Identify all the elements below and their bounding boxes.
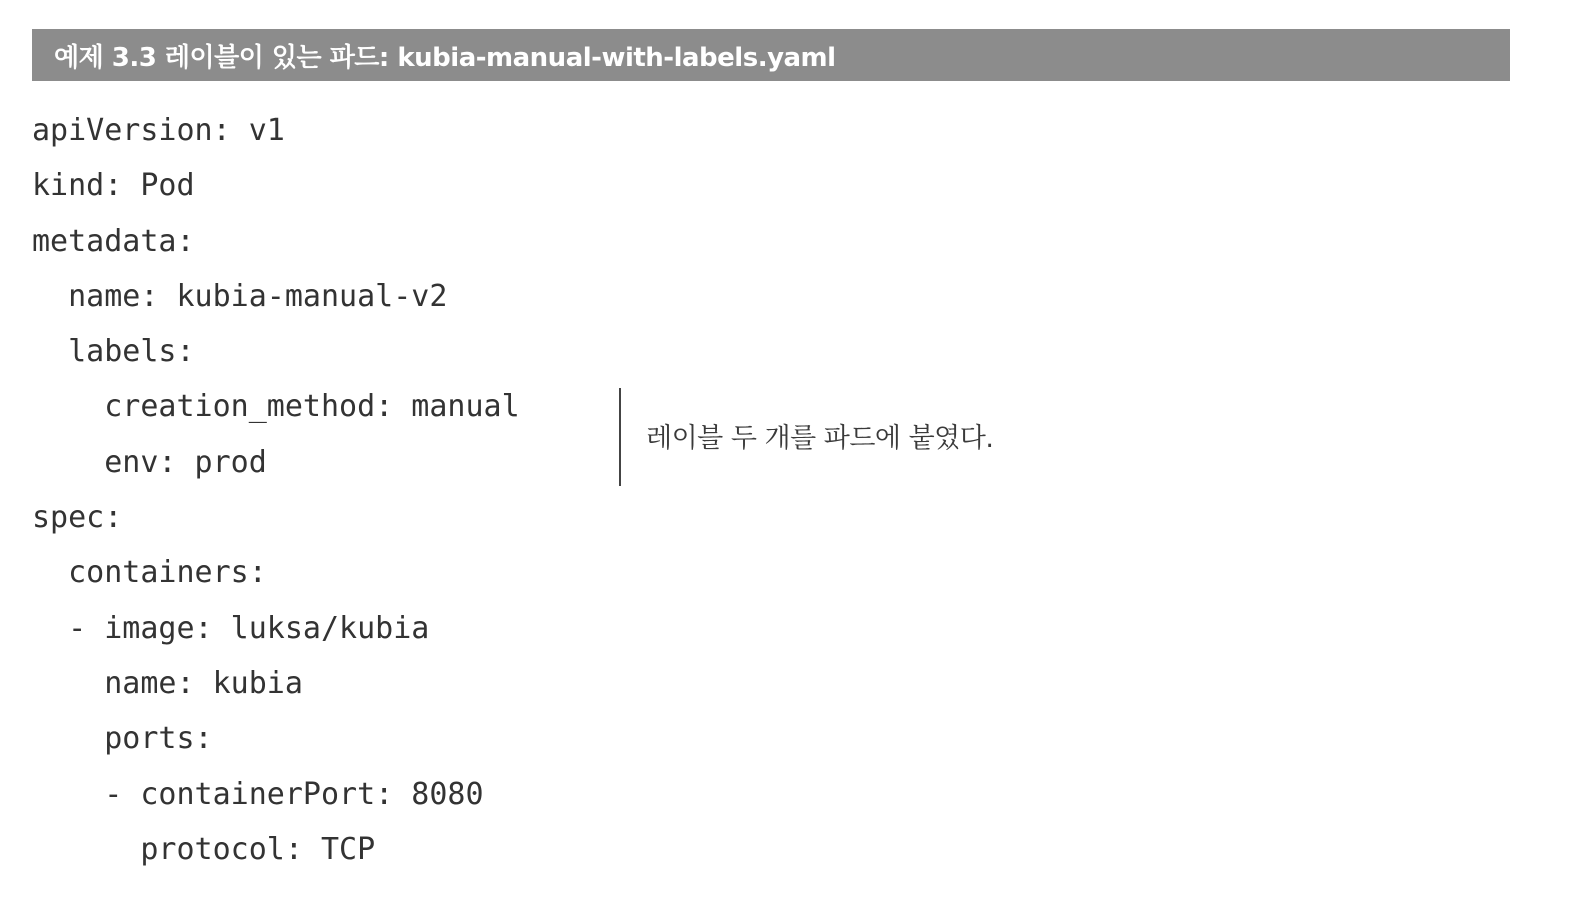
code-line: env: prod xyxy=(32,444,267,480)
code-line: apiVersion: v1 xyxy=(32,113,285,148)
code-line: spec: xyxy=(32,500,123,536)
code-line: protocol: TCP xyxy=(32,831,376,867)
listing-title: 예제 3.3 레이블이 있는 파드: kubia-manual-with-labels.yaml xyxy=(54,42,836,73)
code-line: containers: xyxy=(32,555,267,591)
code-line: ports: xyxy=(32,721,213,757)
annotation-bracket-line xyxy=(619,388,621,486)
annotation-note: 레이블 두 개를 파드에 붙였다. xyxy=(646,423,994,454)
code-line: - containerPort: 8080 xyxy=(32,776,484,812)
code-line: labels: xyxy=(32,334,195,370)
code-line: kind: Pod xyxy=(32,168,195,204)
code-line: - image: luksa/kubia xyxy=(32,610,430,646)
code-line: name: kubia xyxy=(32,665,303,701)
code-line: creation_method: manual xyxy=(32,389,520,425)
code-line: metadata: xyxy=(32,223,195,259)
code-line: name: kubia-manual-v2 xyxy=(32,278,448,314)
listing-title-bar xyxy=(32,29,1510,81)
code-block xyxy=(32,103,520,877)
